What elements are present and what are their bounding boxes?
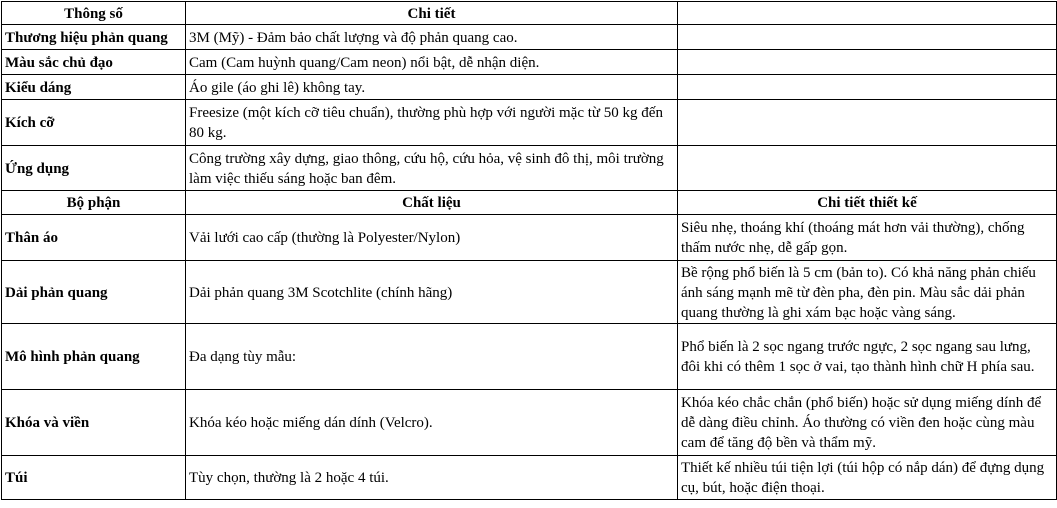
- part-name: Túi: [2, 456, 186, 500]
- header-bo-phan: Bộ phận: [2, 191, 186, 215]
- component-row: [2, 324, 1057, 390]
- empty-cell: [678, 75, 1057, 100]
- component-row: [2, 215, 1057, 261]
- component-row: [2, 261, 1057, 324]
- header-chi-tiet: Chi tiết: [186, 2, 678, 25]
- row-label: Kích cỡ: [2, 100, 186, 146]
- part-material: Dải phản quang 3M Scotchlite (chính hãng): [186, 261, 678, 324]
- row-label: Màu sắc chủ đạo: [2, 50, 186, 75]
- part-material: Tùy chọn, thường là 2 hoặc 4 túi.: [186, 456, 678, 500]
- part-material: Đa dạng tùy mẫu:: [186, 324, 678, 390]
- empty-cell: [678, 25, 1057, 50]
- row-value: Cam (Cam huỳnh quang/Cam neon) nổi bật, dễ nhận diện.: [186, 50, 678, 75]
- row-value: Áo gile (áo ghi lê) không tay.: [186, 75, 678, 100]
- part-name: Mô hình phản quang: [2, 324, 186, 390]
- part-design: Siêu nhẹ, thoáng khí (thoáng mát hơn vải thường), chống thấm nước nhẹ, dễ gấp gọn.: [678, 215, 1057, 261]
- overview-row: [2, 146, 1057, 191]
- empty-cell: [678, 100, 1057, 146]
- header-thong-so: Thông số: [2, 2, 186, 25]
- component-row: [2, 390, 1057, 456]
- part-design: Thiết kế nhiều túi tiện lợi (túi hộp có nắp dán) để đựng dụng cụ, bút, hoặc điện thoại.: [678, 456, 1057, 500]
- components-header-row: [2, 191, 1057, 215]
- overview-header-row: [2, 2, 1057, 25]
- row-label: Kiểu dáng: [2, 75, 186, 100]
- overview-row: [2, 75, 1057, 100]
- header-empty: [678, 2, 1057, 25]
- row-label: Ứng dụng: [2, 146, 186, 191]
- part-material: Khóa kéo hoặc miếng dán dính (Velcro).: [186, 390, 678, 456]
- component-row: [2, 456, 1057, 500]
- header-chat-lieu: Chất liệu: [186, 191, 678, 215]
- header-chi-tiet-thiet-ke: Chi tiết thiết kế: [678, 191, 1057, 215]
- row-value: 3M (Mỹ) - Đảm bảo chất lượng và độ phản quang cao.: [186, 25, 678, 50]
- overview-row: [2, 50, 1057, 75]
- part-design: Bề rộng phổ biến là 5 cm (bản to). Có khả năng phản chiếu ánh sáng mạnh mẽ từ đèn pha, đèn pin. Màu sắc dải phản quang thường là ghi xám bạc hoặc vàng sáng.: [678, 261, 1057, 324]
- part-name: Dải phản quang: [2, 261, 186, 324]
- part-name: Khóa và viền: [2, 390, 186, 456]
- overview-row: [2, 100, 1057, 146]
- part-material: Vải lưới cao cấp (thường là Polyester/Nylon): [186, 215, 678, 261]
- part-design: Phổ biến là 2 sọc ngang trước ngực, 2 sọc ngang sau lưng, đôi khi có thêm 1 sọc ở vai, tạo thành hình chữ H phía sau.: [678, 324, 1057, 390]
- row-label: Thương hiệu phản quang: [2, 25, 186, 50]
- part-design: Khóa kéo chắc chắn (phổ biến) hoặc sử dụng miếng dính để dễ dàng điều chỉnh. Áo thường có viền đen hoặc cùng màu cam để tăng độ bền và thẩm mỹ.: [678, 390, 1057, 456]
- part-name: Thân áo: [2, 215, 186, 261]
- empty-cell: [678, 50, 1057, 75]
- empty-cell: [678, 146, 1057, 191]
- row-value: Freesize (một kích cỡ tiêu chuẩn), thường phù hợp với người mặc từ 50 kg đến 80 kg.: [186, 100, 678, 146]
- row-value: Công trường xây dựng, giao thông, cứu hộ, cứu hỏa, vệ sinh đô thị, môi trường làm việc thiếu sáng hoặc ban đêm.: [186, 146, 678, 191]
- overview-row: [2, 25, 1057, 50]
- spec-table: [1, 1, 1057, 500]
